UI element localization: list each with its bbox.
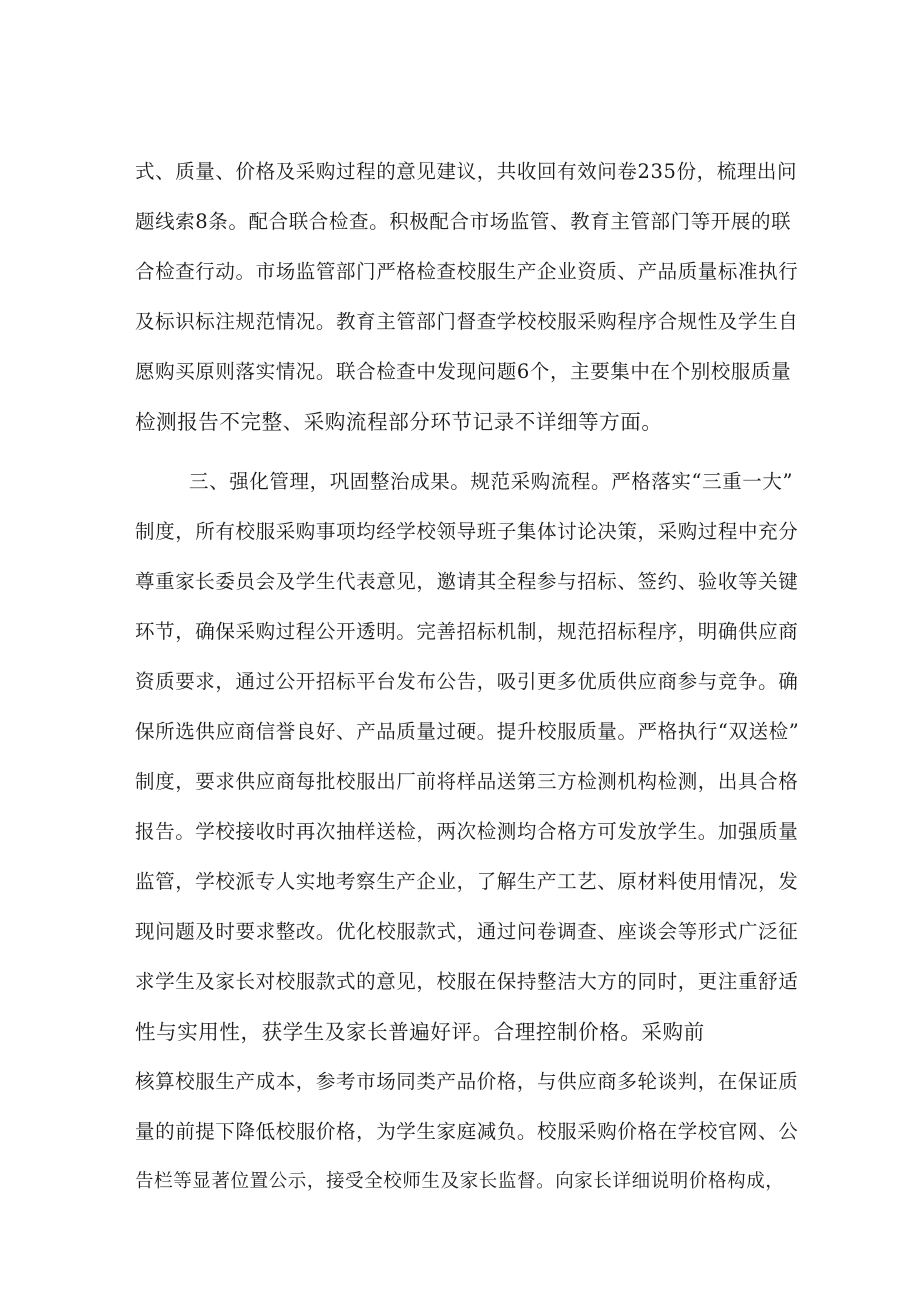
- paragraph-line: 量的前提下降低校服价格，为学生家庭减负。校服采购价格在学校官网、公: [135, 1120, 799, 1143]
- paragraph-line: 现问题及时要求整改。优化校服款式，通过问卷调查、座谈会等形式广泛征: [135, 920, 799, 943]
- paragraph-line: 式、质量、价格及采购过程的意见建议，共收回有效问卷235份，梳理出问: [135, 160, 798, 183]
- paragraph-line: 报告。学校接收时再次抽样送检，两次检测均合格方可发放学生。加强质量: [135, 820, 799, 843]
- paragraph-line: 合检查行动。市场监管部门严格检查校服生产企业资质、产品质量标准执行: [135, 260, 799, 283]
- paragraph-line: 资质要求，通过公开招标平台发布公告，吸引更多优质供应商参与竞争。确: [135, 670, 799, 693]
- paragraph-line: 告栏等显著位置公示，接受全校师生及家长监督。向家长详细说明价格构成，: [135, 1171, 785, 1192]
- paragraph-line: 尊重家长委员会及学生代表意见，邀请其全程参与招标、签约、验收等关键: [135, 570, 799, 593]
- paragraph-line: 求学生及家长对校服款式的意见，校服在保持整洁大方的同时，更注重舒适: [135, 970, 799, 993]
- paragraph-line: 核算校服生产成本，参考市场同类产品价格，与供应商多轮谈判，在保证质: [135, 1070, 799, 1093]
- paragraph-line: 保所选供应商信誉良好、产品质量过硬。提升校服质量。严格执行“双送检”: [135, 720, 800, 743]
- paragraph-line: 环节，确保采购过程公开透明。完善招标机制，规范招标程序，明确供应商: [135, 620, 799, 643]
- paragraph-line: 制度，要求供应商每批校服出厂前将样品送第三方检测机构检测，出具合格: [135, 770, 799, 793]
- section-heading-line: 三、强化管理，巩固整治成果。规范采购流程。严格落实“三重一大”: [189, 470, 794, 493]
- paragraph-line: 监管，学校派专人实地考察生产企业，了解生产工艺、原材料使用情况，发: [135, 870, 799, 893]
- paragraph-line: 检测报告不完整、采购流程部分环节记录不详细等方面。: [135, 410, 663, 434]
- paragraph-line: 题线索8条。配合联合检查。积极配合市场监管、教育主管部门等开展的联: [135, 210, 792, 233]
- paragraph-line: 及标识标注规范情况。教育主管部门督查学校校服采购程序合规性及学生自: [135, 310, 799, 333]
- paragraph-line: 愿购买原则落实情况。联合检查中发现问题6个，主要集中在个别校服质量: [135, 360, 792, 383]
- paragraph-line: 制度，所有校服采购事项均经学校领导班子集体讨论决策，采购过程中充分: [135, 520, 799, 543]
- paragraph-line: 性与实用性，获学生及家长普遍好评。合理控制价格。采购前: [135, 1020, 705, 1044]
